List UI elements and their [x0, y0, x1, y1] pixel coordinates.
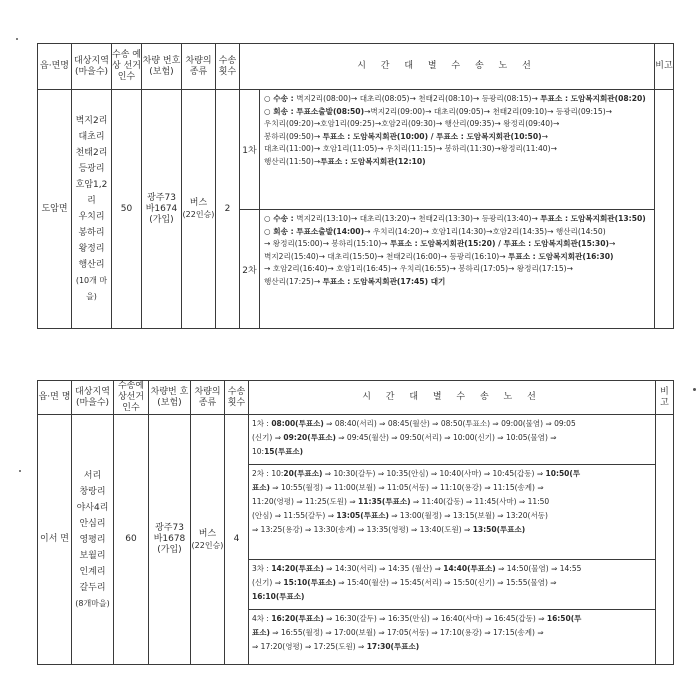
- route-stops: ⇒ 10:30(갈두) ⇒ 10:35(안심) ⇒ 10:40(사마) ⇒ 10:45(갑동) ⇒: [322, 469, 546, 478]
- route-stop-bold: 09:20(투표소): [283, 433, 336, 442]
- expected-voters: 50: [112, 90, 142, 329]
- village-name: 등광리: [78, 164, 105, 174]
- header-route: 시 간 대 별 수 송 노 선: [240, 44, 655, 90]
- route-stop-bold: 17:30(투표소): [366, 642, 420, 651]
- route-stops: 우치리(09:20)→호암1리(09:25)→호암2리(09:30)→ 행산리(09:35)→ 왕정리(09:40)→: [264, 119, 560, 128]
- route-stops: →: [608, 239, 616, 248]
- village-name: 야사4리: [76, 502, 109, 513]
- route-stops: 10:: [252, 447, 265, 456]
- route-line: [252, 562, 653, 576]
- route-line: [252, 640, 653, 654]
- route-stop-bold: 표소): [252, 628, 270, 637]
- header-count: 수송 횟수: [216, 44, 240, 90]
- route-stops: → 우치리(14:20)→ 호암1리(14:30)→호암2리(14:35)→ 행산리(14:50): [364, 226, 606, 236]
- header-district: 읍·면명: [38, 44, 72, 90]
- header-district: 읍·면 명: [38, 381, 72, 415]
- village-name: 벽지2리: [75, 116, 108, 126]
- district-cell: 이서 면: [38, 415, 72, 665]
- header-count: 수송 횟수: [225, 381, 249, 415]
- scan-speck: [693, 388, 696, 391]
- village-count: (10개 마을): [75, 276, 108, 301]
- route-kind-label: ○ 회송 :: [264, 226, 297, 236]
- village-name: 영평리: [79, 534, 106, 545]
- route-stops: ⇒ 15:40(월산) ⇒ 15:45(서리) ⇒ 15:50(신기) ⇒ 15:55(물염) ⇒: [335, 578, 557, 587]
- route-stops: 11:20(영평) ⇒ 11:25(도원) ⇒: [252, 497, 359, 506]
- route-stop-bold: 15:10(투표소): [283, 578, 336, 587]
- route-stop-bold: 투표소출발(14:00): [296, 226, 365, 236]
- route-line: [252, 431, 653, 445]
- route-stops: → 호암2리(16:40)→ 호암1리(16:45)→ 우치리(16:55)→ 봉하리(17:05)→ 왕정리(17:15)→: [264, 264, 573, 273]
- route-stops: ⇒ 08:40(서리) ⇒ 08:45(월산) ⇒ 08:50(투표소) ⇒ 09:00(물염) ⇒ 09:05: [323, 419, 576, 428]
- route-stop-bold: 투표소 : 도암복지회관(12:10): [320, 156, 426, 166]
- route-line: [264, 131, 652, 144]
- header-note: 비고: [656, 381, 674, 415]
- header-expected: 수송예 상선거 인수: [114, 381, 149, 415]
- route-line: [264, 238, 652, 251]
- route-stop-bold: 14:40(투표소): [443, 564, 496, 573]
- village-name: 대초리: [78, 132, 105, 142]
- route-stops: ⇒ 11:40(갑동) ⇒ 11:45(사마) ⇒ 11:50: [410, 497, 550, 506]
- village-name: 리: [87, 196, 96, 206]
- village-count: (8개마을): [75, 598, 110, 608]
- route-stops: 벽지2리(13:10)→ 대초리(13:20)→ 천태2리(13:30)→ 등광리(13:40)→: [296, 214, 541, 223]
- route-line: [264, 213, 652, 226]
- route-round-3: [249, 560, 656, 610]
- route-stop-bold: 표소): [252, 483, 270, 492]
- route-stops: ⇒ 09:45(월산) ⇒ 09:50(서리) ⇒ 10:00(신기) ⇒ 10:05(물염) ⇒: [335, 433, 557, 442]
- route-line: [264, 106, 652, 119]
- route-stops: 대초리(11:00)→ 호암1리(11:05)→ 우치리(11:15)→ 봉하리(11:30)→왕정리(11:40)→: [264, 144, 557, 153]
- vehicle-number: [149, 415, 191, 665]
- route-line: [264, 226, 652, 239]
- route-stop-bold: 13:05(투표소): [336, 511, 389, 520]
- route-stop-bold: 투표소 : 도암복지회관(16:30): [508, 251, 614, 261]
- round-label: 1차: [240, 90, 260, 210]
- village-name: 갈두리: [79, 582, 106, 593]
- header-vehicle-type: 차량의 종류: [191, 381, 225, 415]
- route-stop-bold: 08:00(투표소): [271, 419, 324, 428]
- vehicle-capacity: (22인승): [191, 540, 224, 550]
- route-stop-bold: 16:20(투표소): [271, 614, 324, 623]
- vehicle-insurance: (가입): [149, 214, 174, 225]
- vehicle-capacity: (22인승): [182, 210, 215, 219]
- header-vehicle-no: 차량번 호 (보험): [149, 381, 191, 415]
- route-stops: (신기) ⇒: [252, 433, 284, 442]
- vehicle-number: [142, 90, 182, 329]
- route-stops: ⇒ 14:30(서리) ⇒ 14:35 (월산) ⇒: [323, 564, 444, 573]
- expected-voters: 60: [114, 415, 149, 665]
- route-round-4: [249, 610, 656, 665]
- route-stops: 10:: [271, 469, 284, 478]
- village-name: 봉하리: [78, 228, 105, 238]
- route-line: [252, 417, 653, 431]
- route-kind-label: ○ 회송 :: [264, 106, 297, 116]
- route-line: [252, 495, 653, 509]
- route-stop-bold: 10:50(투: [545, 469, 581, 478]
- route-stop-bold: 투표소 : 도암복지회관(08:20): [540, 94, 646, 103]
- route-stops: ⇒ 10:55(월정) ⇒ 11:00(보월) ⇒ 11:05(서동) ⇒ 11:10(용강) ⇒ 11:15(송계) ⇒: [269, 483, 544, 492]
- route-line: [252, 612, 653, 626]
- route-kind-label: ○ 수송 :: [264, 214, 297, 223]
- vehicle-plate-number: 바1674: [145, 203, 178, 214]
- village-name: 안심리: [79, 518, 106, 529]
- village-name: 행산리: [78, 260, 105, 270]
- route-line: [252, 445, 653, 459]
- route-stops: 벽지2리(08:00)→ 대초리(08:05)→ 천태2리(08:10)→ 등광리(08:15)→: [296, 94, 541, 103]
- transport-count: 2: [216, 90, 240, 329]
- scan-speck: [16, 38, 18, 40]
- village-name: 우치리: [78, 212, 105, 222]
- village-name: 호암1,2: [75, 180, 108, 190]
- route-stop-bold: 투표소 : 도암복지회관(17:45) 대기: [322, 276, 446, 286]
- route-stop-bold: 14:20(투표소): [271, 564, 324, 573]
- route-round-2: [249, 465, 656, 560]
- header-area: 대상지역 (마을수): [72, 44, 112, 90]
- route-line: [252, 626, 653, 640]
- route-stops: 벽지2리(15:40)→ 대초리(15:50)→ 천태2리(16:00)→ 등광리(16:10)→: [264, 251, 509, 261]
- route-stop-bold: 투표소 : 도암복지회관(15:20) / 투표소 : 도암복지회관(15:30): [389, 239, 609, 248]
- route-stops: (안심) ⇒ 11:55(갈두) ⇒: [252, 511, 337, 520]
- route-stops: ⇒ 17:20(영평) ⇒ 17:25(도원) ⇒: [252, 642, 367, 651]
- round-label: 1차 :: [252, 419, 272, 428]
- village-name: 왕정리: [78, 244, 105, 254]
- header-expected: 수송 예상 선거 인수: [112, 44, 142, 90]
- scan-speck: [19, 470, 21, 472]
- route-line: [252, 523, 653, 537]
- village-list: [72, 90, 112, 329]
- route-line: [264, 143, 652, 156]
- vehicle-plate-region: 광주73: [155, 523, 184, 533]
- route-stops: →: [541, 131, 548, 141]
- route-stop-bold: 16:50(투: [546, 614, 582, 623]
- village-name: 보월리: [79, 550, 106, 561]
- route-stop-bold: 투표소출발(08:50): [296, 106, 365, 116]
- district-cell: 도암면: [38, 90, 72, 329]
- village-name: 천태2리: [75, 148, 108, 158]
- vehicle-type: [191, 415, 225, 665]
- route-line: [264, 263, 652, 276]
- route-stop-bold: 투표소 : 도암복지회관(10:00) / 투표소 : 도암복지회관(10:50): [322, 131, 542, 141]
- route-stop-bold: 투표소 : 도암복지회관(13:50): [540, 214, 646, 223]
- route-stop-bold: 20(투표소): [283, 469, 323, 478]
- village-name: 창랑리: [79, 486, 106, 497]
- route-line: [252, 509, 653, 523]
- route-stops: 행산리(11:50)→: [264, 156, 321, 166]
- note-cell: [656, 415, 674, 665]
- route-stops: ⇒ 16:30(갈두) ⇒ 16:35(안심) ⇒ 16:40(사마) ⇒ 16:45(갑동) ⇒: [323, 614, 547, 623]
- header-route: 시 간 대 별 수 송 노 선: [249, 381, 656, 415]
- transport-count: 4: [225, 415, 249, 665]
- vehicle-type: [182, 90, 216, 329]
- header-note: 비고: [655, 44, 674, 90]
- route-line: [252, 590, 653, 604]
- route-stops: ⇒ 13:00(월정) ⇒ 13:15(보월) ⇒ 13:20(서동): [388, 511, 548, 520]
- header-vehicle-type: 차량의 종류: [182, 44, 216, 90]
- round-label: 4차 :: [252, 614, 272, 623]
- round-label: 3차 :: [252, 564, 272, 573]
- route-line: [252, 481, 653, 495]
- vehicle-plate-number: 바1678: [153, 534, 186, 544]
- vehicle-plate-region: 광주73: [147, 192, 176, 203]
- route-stop-bold: 15(투표소): [264, 447, 304, 456]
- route-round-1: [260, 90, 655, 210]
- route-stops: 봉하리(09:50)→: [264, 131, 323, 141]
- vehicle-kind: 버스: [189, 198, 208, 208]
- vehicle-kind: 버스: [198, 528, 217, 539]
- transport-table-doam: [37, 43, 674, 329]
- route-stops: (신기) ⇒: [252, 578, 284, 587]
- route-kind-label: ○ 수송 :: [264, 94, 297, 103]
- route-stop-bold: 13:50(투표소): [472, 525, 526, 534]
- route-stops: ⇒ 14:50(물염) ⇒ 14:55: [495, 564, 582, 573]
- route-line: [252, 467, 653, 481]
- route-stops: 행산리(17:25)→: [264, 276, 323, 286]
- route-stops: ⇒ 13:25(용강) ⇒ 13:30(송계) ⇒ 13:35(영평) ⇒ 13:40(도원) ⇒: [252, 525, 473, 534]
- vehicle-insurance: (가입): [157, 545, 182, 555]
- route-stop-bold: 11:35(투표소): [358, 497, 411, 506]
- route-line: [264, 93, 652, 106]
- route-line: [252, 576, 653, 590]
- route-stops: → 왕정리(15:00)→ 봉하리(15:10)→: [264, 239, 390, 248]
- route-round-2: [260, 210, 655, 329]
- village-list: [72, 415, 114, 665]
- route-round-1: [249, 415, 656, 465]
- route-stops: ⇒ 16:55(월정) ⇒ 17:00(보월) ⇒ 17:05(서동) ⇒ 17:10(용강) ⇒ 17:15(송계) ⇒: [269, 628, 544, 637]
- route-stops: →벽지2리(09:00)→ 대초리(09:05)→ 천태2리(09:10)→ 등광리(09:15)→: [364, 106, 613, 116]
- header-vehicle-no: 차량 번호 (보험): [142, 44, 182, 90]
- route-stop-bold: 16:10(투표소): [252, 592, 305, 601]
- round-label: 2차: [240, 210, 260, 329]
- round-label: 2차 :: [252, 469, 272, 478]
- route-line: [264, 118, 652, 131]
- village-name: 인계리: [79, 566, 106, 577]
- route-line: [264, 276, 652, 289]
- header-area: 대상지역 (마을수): [72, 381, 114, 415]
- note-cell: [655, 90, 674, 329]
- transport-table-iseo: [37, 380, 674, 665]
- village-name: 서리: [83, 470, 102, 481]
- route-line: [264, 251, 652, 264]
- route-line: [264, 156, 652, 169]
